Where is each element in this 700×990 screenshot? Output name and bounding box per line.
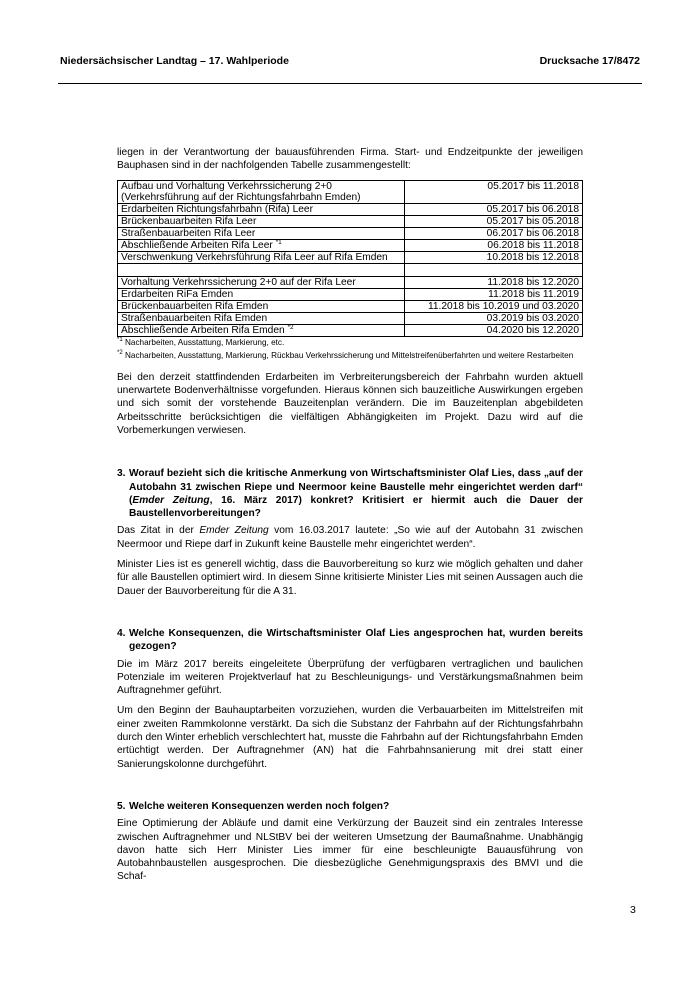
table-row	[118, 324, 583, 336]
question-text-part: Worauf bezieht sich die kritische Anmerkung von Wirtschaftsminister Olaf Lies, dass „auf der Autobahn 31 zwischen Riepe und Neermoor keine Baustelle mehr eingerichtet werden darf“ (	[129, 468, 583, 506]
schedule-period: 05.2017 bis 05.2018	[405, 215, 583, 227]
table-row	[118, 215, 583, 227]
schedule-period: 11.2018 bis 11.2019	[405, 288, 583, 300]
answer-4-paragraph-2: Um den Beginn der Bauhauptarbeiten vorzuziehen, wurden die Verbauarbeiten im Mittelstreifen mit einer zweiten Rammkolonne verstärkt. Da sich die Substanz der Fahrbahn auf der Richtungsfahrbahn durch den Winter erheblich verschlechtert hat, musste die Fahrbahn auf der Richtungsfahrbahn Emden ertüchtigt werden. Der Auftragnehmer (AN) hat die Fahrbahnsanierung mit drei statt einer Sanierungskolonne durchgeführt.	[117, 705, 583, 770]
table-row	[118, 251, 583, 263]
schedule-period: 10.2018 bis 12.2018	[405, 251, 583, 263]
schedule-task	[118, 324, 405, 336]
schedule-task: Straßenbauarbeiten Rifa Leer	[118, 227, 405, 239]
schedule-period: 11.2018 bis 10.2019 und 03.2020	[405, 300, 583, 312]
answer-text-emphasis: Emder Zeitung	[199, 525, 269, 537]
question-4	[117, 627, 583, 654]
footnote	[117, 351, 583, 362]
schedule-task: Erdarbeiten Richtungsfahrbahn (Rifa) Leer	[118, 203, 405, 215]
schedule-body	[118, 180, 583, 336]
table-row	[118, 239, 583, 251]
table-row	[118, 288, 583, 300]
table-spacer-row	[118, 263, 583, 276]
schedule-period: 06.2017 bis 06.2018	[405, 227, 583, 239]
question-number: 5.	[117, 800, 126, 812]
schedule-period: 05.2017 bis 11.2018	[405, 180, 583, 203]
schedule-task: Erdarbeiten RiFa Emden	[118, 288, 405, 300]
schedule-task-line: Aufbau und Vorhaltung Verkehrssicherung 2+0	[121, 180, 332, 192]
empty-cell	[118, 263, 405, 276]
schedule-task-label: Abschließende Arbeiten Rifa Leer	[121, 239, 273, 251]
footnote-reference: *2	[287, 323, 294, 331]
header-parliament-period: Niedersächsischer Landtag – 17. Wahlperiode	[60, 55, 289, 67]
footnote-marker: *2	[117, 350, 123, 357]
table-row	[118, 203, 583, 215]
footnote-marker: *1	[117, 336, 123, 343]
answer-text-part: Das Zitat in der	[117, 525, 200, 537]
schedule-task: Verschwenkung Verkehrsführung Rifa Leer auf Rifa Emden	[118, 251, 405, 263]
schedule-task-label: Abschließende Arbeiten Rifa Emden	[121, 324, 285, 336]
schedule-task	[118, 239, 405, 251]
question-5	[117, 800, 583, 813]
table-row	[118, 227, 583, 239]
schedule-task: Straßenbauarbeiten Rifa Emden	[118, 312, 405, 324]
footnote	[117, 338, 583, 349]
question-text-part: , 16. März 2017) konkret? Kritisiert er hiermit auch die Dauer der Baustellenvorbereitungen?	[129, 494, 583, 520]
footnote-text: Nacharbeiten, Ausstattung, Markierung, Rückbau Verkehrssicherung und Mittelstreifenüberfahrten und weitere Restarbeiten	[125, 351, 574, 361]
page-body	[117, 146, 583, 884]
answer-3-paragraph-2: Minister Lies ist es generell wichtig, dass die Bauvorbereitung so kurz wie möglich gehalten und daher für alle Baustellen optimiert wird. In diesem Sinne kritisierte Minister Lies mit seinen Aussagen auch die Dauer der Bauvorbereitung für die A 31.	[117, 559, 583, 597]
empty-cell	[405, 263, 583, 276]
question-text: Welche weiteren Konsequenzen werden noch folgen?	[129, 800, 390, 812]
question-text-emphasis: Emder Zeitung	[132, 494, 210, 506]
schedule-period: 05.2017 bis 06.2018	[405, 203, 583, 215]
intro-paragraph: liegen in der Verantwortung der bauausführenden Firma. Start- und Endzeitpunkte der jeweiligen Bauphasen sind in der nachfolgenden Tabelle zusammengestellt:	[117, 147, 583, 172]
question-number: 3.	[117, 468, 126, 480]
answer-3-paragraph-1	[117, 524, 583, 551]
schedule-task: Brückenbauarbeiten Rifa Emden	[118, 300, 405, 312]
ground-conditions-paragraph: Bei den derzeit stattfindenden Erdarbeiten im Verbreiterungsbereich der Fahrbahn wurden aktuell unerwartete Bodenverhältnisse vorgefunden. Hieraus können sich bauzeitliche Auswirkungen ergeben und sich somit der vorstehende Bauzeitenplan verändern. Die im Bauzeitenplan abgebildeten Arbeitsschritte berücksichtigen die vielfältigen Abhängigkeiten im Projekt. Dazu wird auf die Vorbemerkungen verwiesen.	[117, 371, 583, 436]
answer-5-paragraph-1: Eine Optimierung der Abläufe und damit eine Verkürzung der Bauzeit sind ein zentrales Interesse zwischen Auftragnehmer und NLStBV bei der weiteren Umsetzung der Baumaßnahme. Unabhängig davon hatte sich Herr Minister Lies immer für eine beschleunigte Bauausführung von Autobahnbaustellen ausgesprochen. Die diesbezügliche Genehmigungspraxis des BMVI und die Schaf-	[117, 818, 583, 883]
answer-4-paragraph-1: Die im März 2017 bereits eingeleitete Überprüfung der verfügbaren vertraglichen und baulichen Potenziale im weiteren Projektverlauf hat zu Beschleunigungs- und Verstärkungsmaßnahmen beim Auftragnehmer geführt.	[117, 658, 583, 697]
table-row	[118, 300, 583, 312]
footnote-reference: *1	[275, 238, 282, 246]
schedule-task	[118, 180, 405, 203]
question-text: Welche Konsequenzen, die Wirtschaftsminister Olaf Lies angesprochen hat, wurden bereits gezogen?	[129, 627, 583, 653]
schedule-period: 06.2018 bis 11.2018	[405, 239, 583, 251]
header-document-number: Drucksache 17/8472	[539, 55, 640, 67]
schedule-period: 11.2018 bis 12.2020	[405, 276, 583, 288]
table-row	[118, 312, 583, 324]
answer-text-part: vom 16.03.2017 lautete: „So wie auf der Autobahn 31 zwischen Neermoor und Riepe darf in Zukunft keine Baustelle mehr eingerichtet werden“.	[117, 525, 583, 550]
schedule-task-line: (Verkehrsführung auf der Richtungsfahrbahn Emden)	[121, 191, 361, 203]
table-row	[118, 180, 583, 203]
footnote-text: Nacharbeiten, Ausstattung, Markierung, etc.	[125, 337, 285, 347]
page-number: 3	[630, 904, 636, 916]
header-rule	[58, 83, 642, 84]
question-number: 4.	[117, 627, 126, 639]
construction-schedule-table	[117, 180, 583, 337]
schedule-period: 04.2020 bis 12.2020	[405, 324, 583, 336]
schedule-task: Brückenbauarbeiten Rifa Leer	[118, 215, 405, 227]
question-3	[117, 467, 583, 520]
schedule-task: Vorhaltung Verkehrssicherung 2+0 auf der Rifa Leer	[118, 276, 405, 288]
schedule-period: 03.2019 bis 03.2020	[405, 312, 583, 324]
question-text	[129, 467, 583, 520]
table-row	[118, 276, 583, 288]
